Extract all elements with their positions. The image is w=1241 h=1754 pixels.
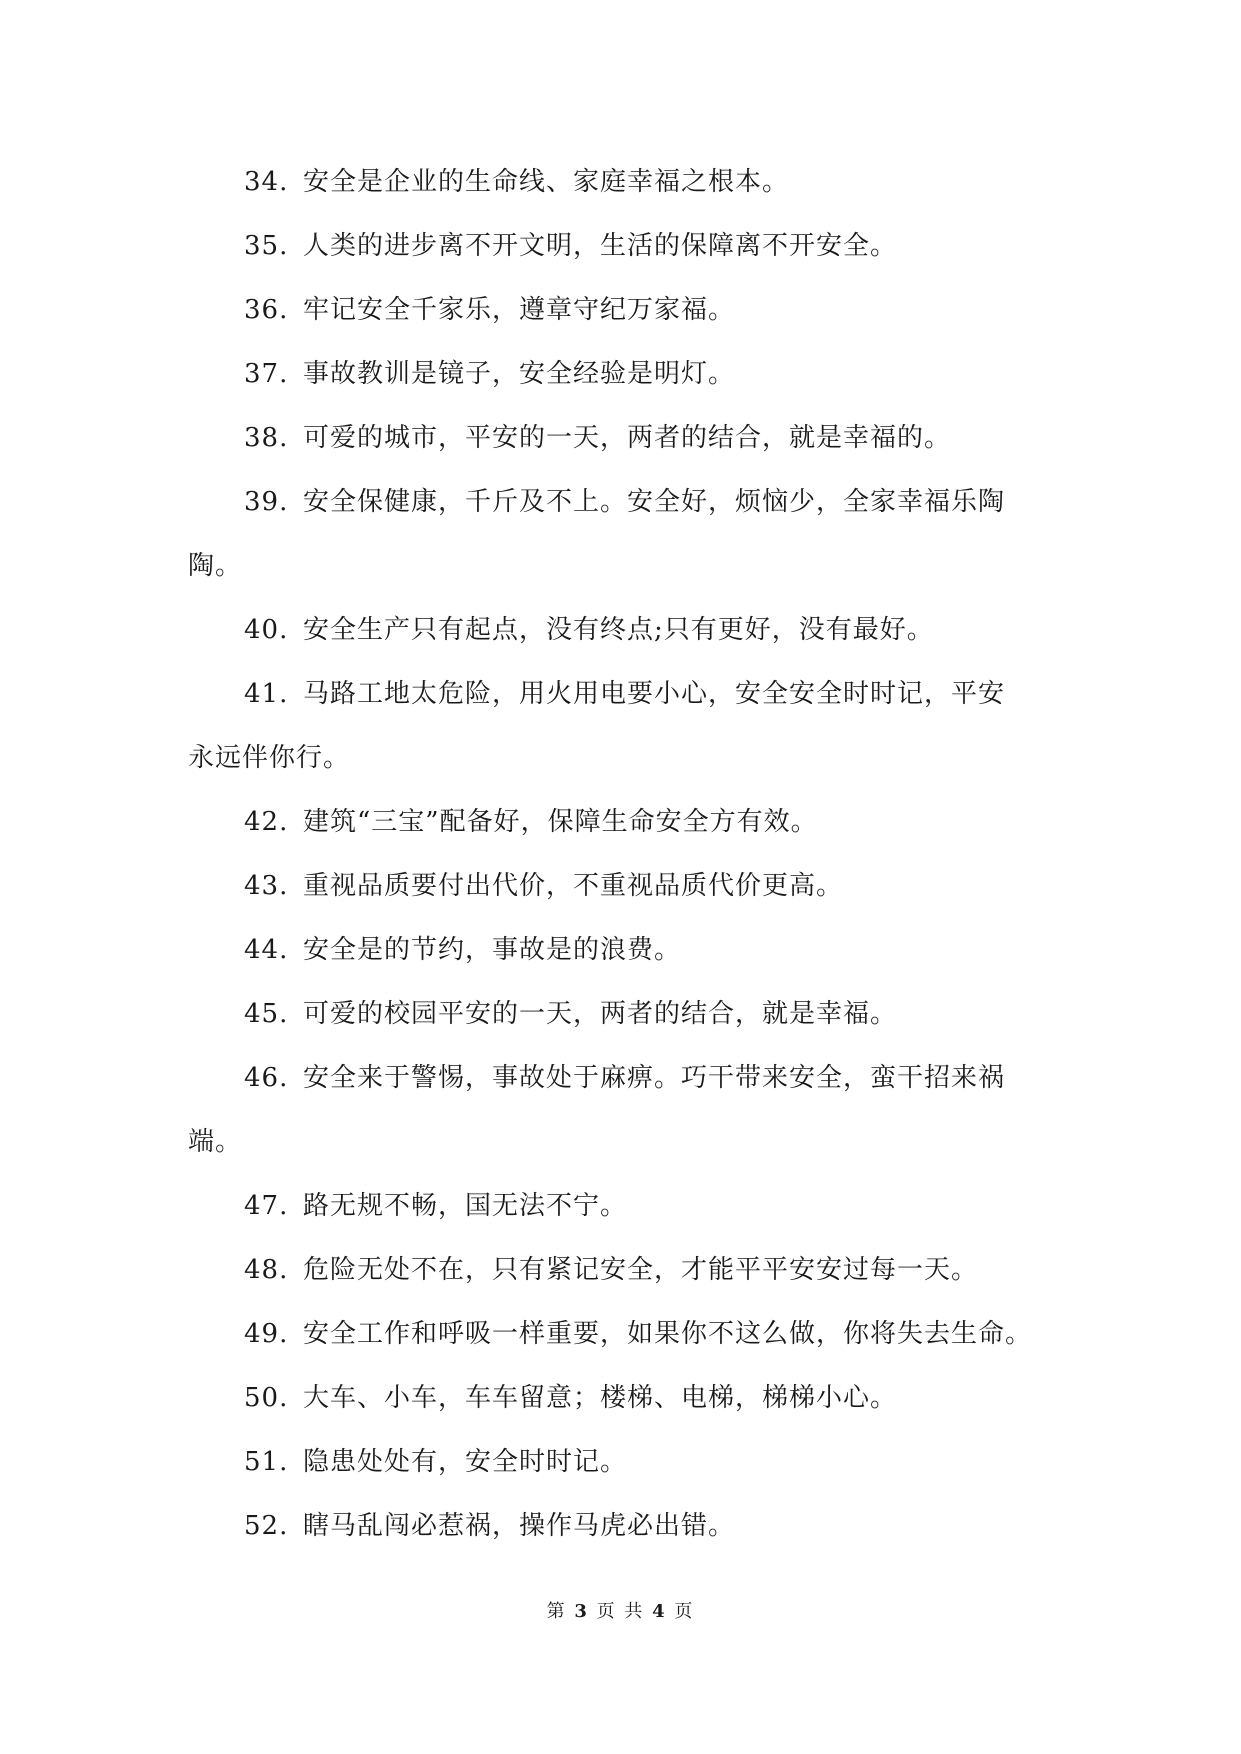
footer-current-page: 3 (574, 1601, 589, 1622)
item-text-continued: 端。 (188, 1127, 243, 1157)
item-text: 大车、小车，车车留意；楼梯、电梯，梯梯小心。 (303, 1383, 898, 1413)
item-text: 路无规不畅，国无法不宁。 (303, 1191, 628, 1221)
item-number: 41. (244, 679, 289, 709)
item-text: 事故教训是镜子，安全经验是明灯。 (303, 359, 736, 389)
footer-suffix: 页 (674, 1601, 695, 1622)
item-text-continued: 永远伴你行。 (188, 743, 351, 773)
item-number: 51. (244, 1447, 289, 1477)
item-number: 40. (244, 615, 289, 645)
footer-total-pages: 4 (652, 1601, 667, 1622)
item-text: 危险无处不在，只有紧记安全，才能平平安安过每一天。 (303, 1255, 979, 1285)
item-text: 人类的进步离不开文明，生活的保障离不开安全。 (303, 231, 898, 261)
item-number: 49. (244, 1319, 289, 1349)
item-text: 马路工地太危险，用火用电要小心，安全安全时时记，平安 (303, 679, 1006, 709)
item-number: 46. (244, 1063, 289, 1093)
item-text: 安全是的节约，事故是的浪费。 (303, 935, 682, 965)
footer-prefix: 第 (546, 1601, 567, 1622)
item-number: 38. (244, 423, 289, 453)
item-text: 安全是企业的生命线、家庭幸福之根本。 (303, 167, 790, 197)
item-text: 瞎马乱闯必惹祸，操作马虎必出错。 (303, 1511, 736, 1541)
item-text: 隐患处处有，安全时时记。 (303, 1447, 628, 1477)
page-footer (0, 1600, 1241, 1624)
item-number: 35. (244, 231, 289, 261)
item-number: 47. (244, 1191, 289, 1221)
item-number: 48. (244, 1255, 289, 1285)
item-text: 安全生产只有起点，没有终点;只有更好，没有最好。 (303, 615, 934, 645)
footer-middle: 页 共 (596, 1601, 645, 1622)
item-number: 42. (244, 807, 289, 837)
item-text: 建筑“三宝”配备好，保障生命安全方有效。 (303, 807, 818, 837)
item-text: 牢记安全千家乐，遵章守纪万家福。 (303, 295, 736, 325)
item-number: 34. (244, 167, 289, 197)
item-number: 45. (244, 999, 289, 1029)
item-text: 安全保健康，千斤及不上。安全好，烦恼少，全家幸福乐陶 (303, 487, 1006, 517)
item-number: 43. (244, 871, 289, 901)
item-text: 安全工作和呼吸一样重要，如果你不这么做，你将失去生命。 (303, 1319, 1033, 1349)
item-number: 36. (244, 295, 289, 325)
item-number: 39. (244, 487, 289, 517)
item-text: 可爱的城市，平安的一天，两者的结合，就是幸福的。 (303, 423, 952, 453)
item-text: 可爱的校园平安的一天，两者的结合，就是幸福。 (303, 999, 898, 1029)
item-text-continued: 陶。 (188, 551, 243, 581)
item-text: 安全来于警惕，事故处于麻痹。巧干带来安全，蛮干招来祸 (303, 1063, 1006, 1093)
item-number: 44. (244, 935, 289, 965)
item-number: 37. (244, 359, 289, 389)
item-text: 重视品质要付出代价，不重视品质代价更高。 (303, 871, 844, 901)
item-number: 52. (244, 1511, 289, 1541)
item-number: 50. (244, 1383, 289, 1413)
